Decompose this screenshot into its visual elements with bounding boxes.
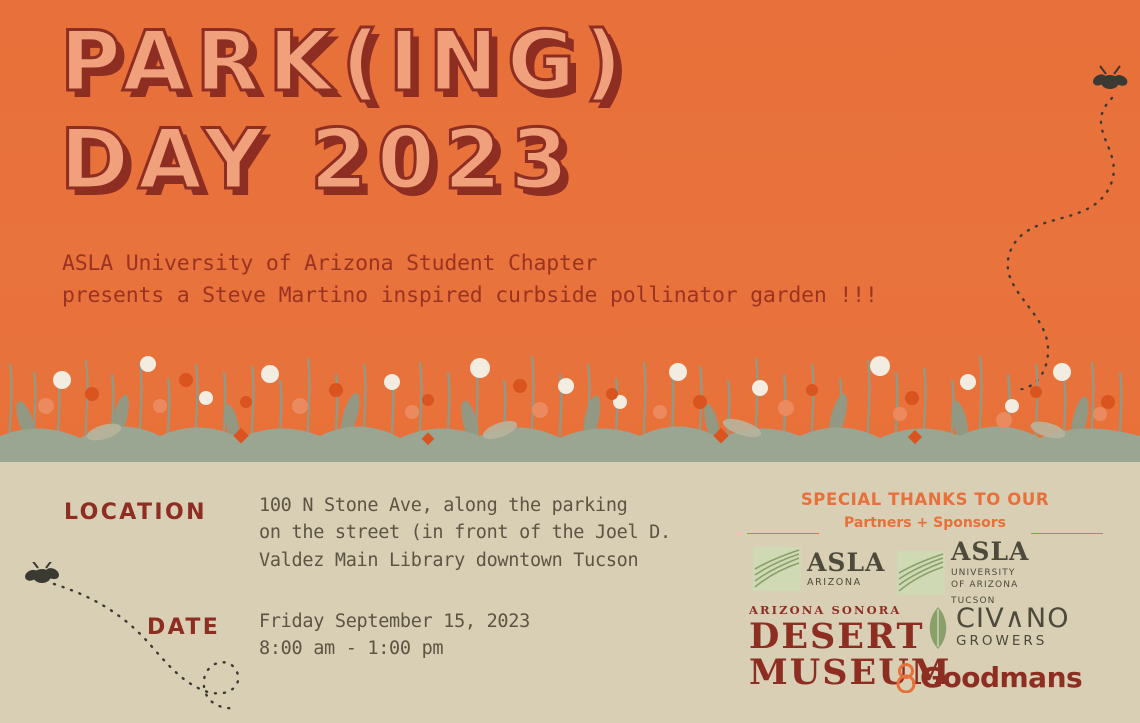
poster-subtitle-line-2: presents a Steve Martino inspired curbside pollinator garden !!! <box>62 282 878 308</box>
sponsor-logo-civano-growers <box>925 605 1105 649</box>
location-text: 100 N Stone Ave, along the parking on the street (in front of the Joel D. Valdez Main Library downtown Tucson <box>259 495 671 571</box>
poster-title-line-1: PARK(ING) <box>60 13 632 110</box>
title-block <box>60 13 820 208</box>
poster-subtitle-line-1: ASLA University of Arizona Student Chapter <box>62 251 598 276</box>
sponsors-block <box>745 490 1105 693</box>
goodmans-mark-icon <box>895 663 917 693</box>
desert-museum-bottom: MUSEUM <box>749 651 952 693</box>
desert-museum-top: ARIZONA SONORA <box>749 603 902 617</box>
poster-details-panel <box>0 462 1140 723</box>
sponsor-logo-asla-university-of-arizona <box>897 537 1067 606</box>
asla-leaf-icon <box>753 547 801 591</box>
asla-ua-secondary: UNIVERSITY OF ARIZONA <box>951 568 1019 591</box>
wildflower-meadow-illustration <box>0 302 1140 462</box>
asla-ua-tertiary: TUCSON <box>951 595 996 606</box>
asla-arizona-primary: ASLA <box>807 548 886 578</box>
sponsor-logos <box>745 537 1105 694</box>
sponsors-rule-right <box>1031 533 1103 534</box>
bee-flight-path-bottom-icon <box>12 562 262 712</box>
asla-arizona-wordmark <box>807 550 885 588</box>
asla-arizona-secondary: ARIZONA <box>807 577 862 589</box>
poster-title-line-2: DAY 2023 <box>60 110 578 208</box>
asla-ua-primary: ASLA <box>951 537 1030 567</box>
civano-primary: CIV∧NO <box>956 603 1070 634</box>
sponsors-rule-left <box>747 533 819 534</box>
sponsors-heading: SPECIAL THANKS TO OUR <box>800 490 1050 509</box>
civano-wordmark <box>956 605 1070 649</box>
date-text: Friday September 15, 2023 8:00 am - 1:00 pm <box>259 611 530 660</box>
desert-museum-mid: DESERT <box>749 615 925 657</box>
asla-ua-wordmark <box>951 539 1029 606</box>
sponsor-logo-goodmans <box>895 661 1082 694</box>
location-label: LOCATION <box>64 500 207 525</box>
sponsor-logo-asla-arizona <box>753 543 885 595</box>
date-label: DATE <box>147 615 221 640</box>
civano-leaf-icon <box>925 607 951 649</box>
goodmans-wordmark: Goodmans <box>920 661 1083 694</box>
sponsors-subheading: Partners + Sponsors <box>844 515 1006 531</box>
asla-ua-leaf-icon <box>897 551 945 595</box>
civano-secondary: GROWERS <box>956 633 1048 649</box>
